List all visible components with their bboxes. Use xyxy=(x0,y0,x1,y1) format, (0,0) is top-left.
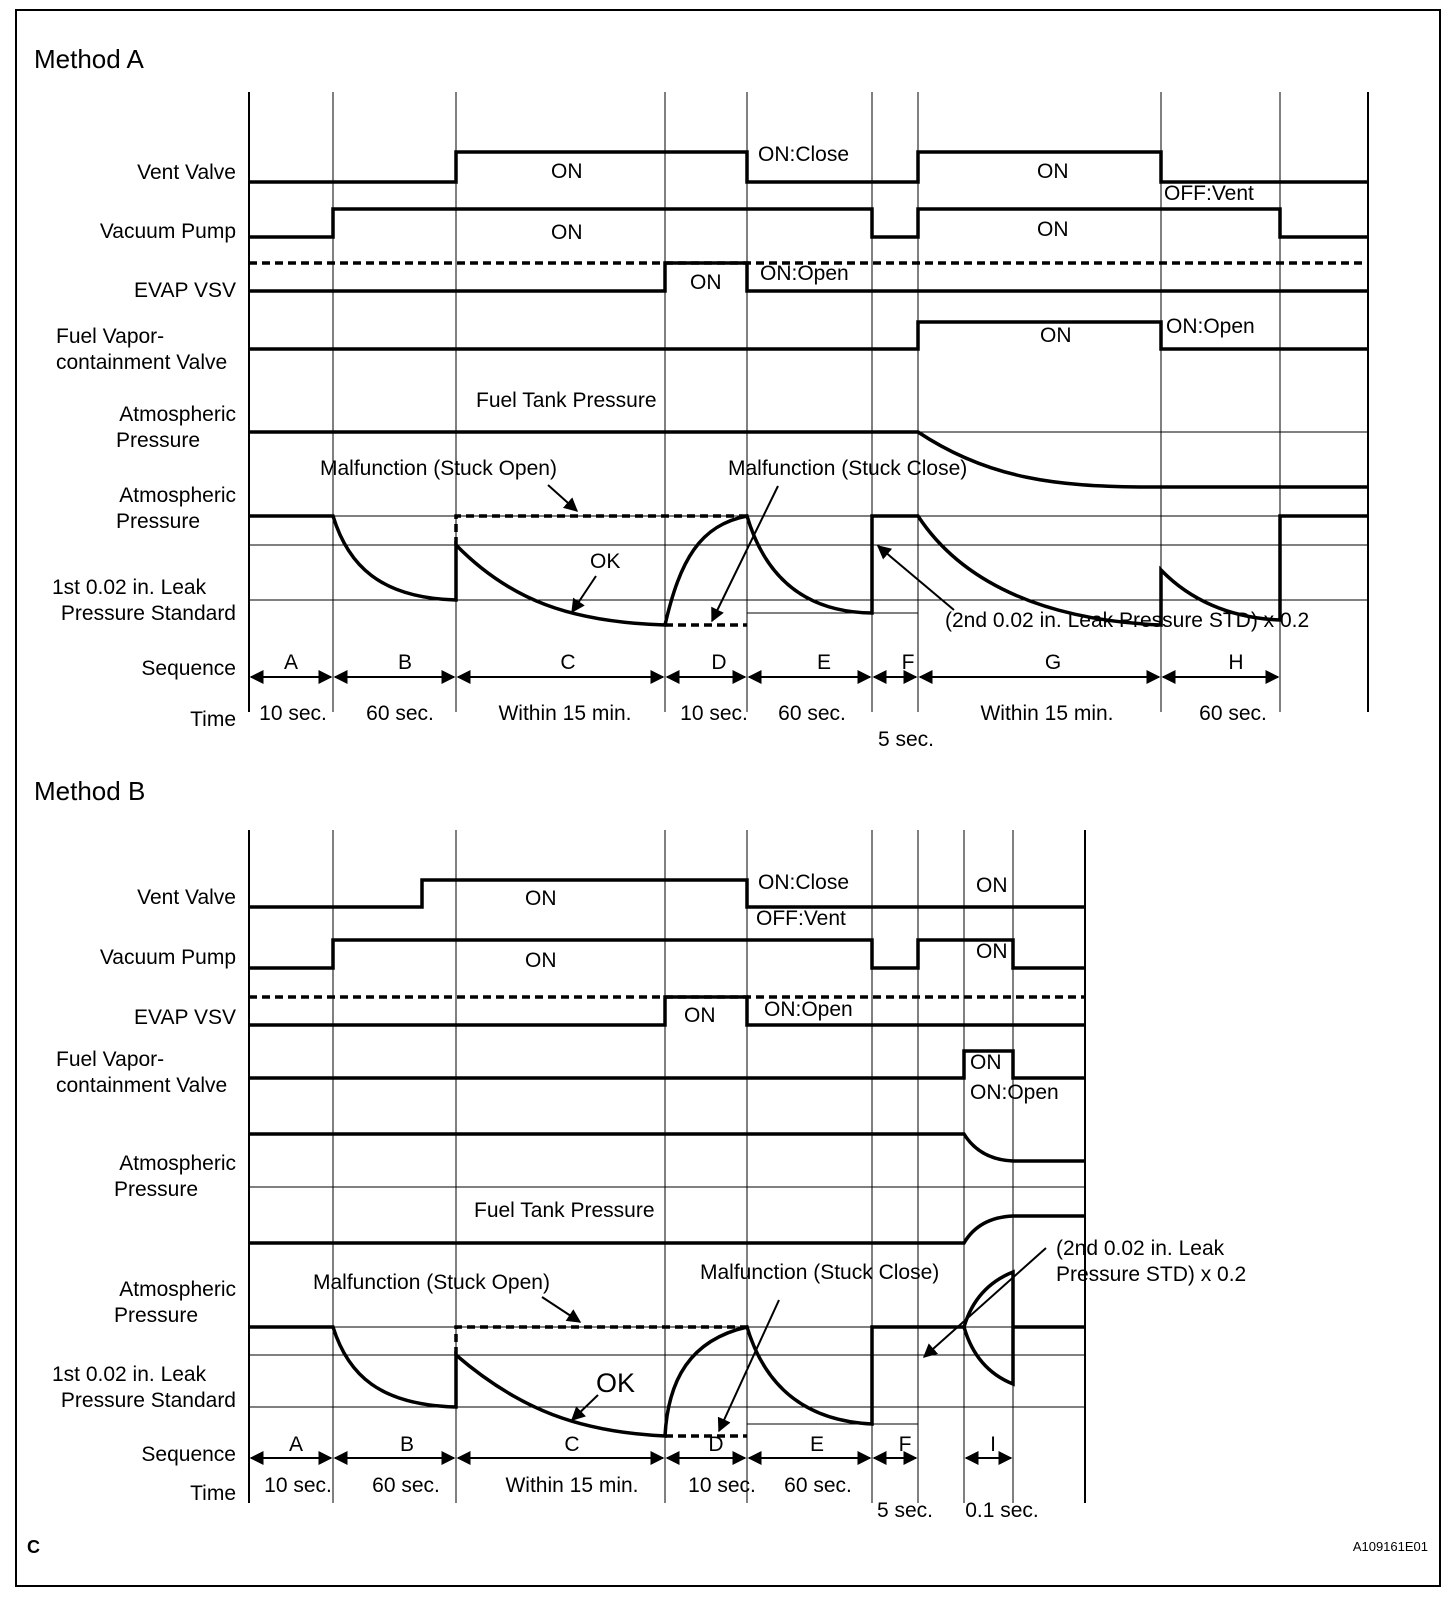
time-c: Within 15 min. xyxy=(505,1474,639,1497)
seq-i: I xyxy=(990,1433,996,1456)
seq-a: A xyxy=(288,1433,304,1456)
vent-on: ON xyxy=(525,887,557,910)
label-leak-1: 1st 0.02 in. Leak xyxy=(52,1363,207,1386)
method-b-grid xyxy=(249,830,1085,1503)
vent-on-2: ON xyxy=(976,874,1008,897)
label-atm-pressure-2a: Atmospheric xyxy=(119,1278,236,1301)
seq-e: E xyxy=(816,651,832,674)
method-b-reference-lines xyxy=(249,1187,1085,1424)
ok-label: OK xyxy=(590,550,621,573)
evap-on: ON xyxy=(684,1004,716,1027)
label-atm-pressure-2a: Atmospheric xyxy=(119,484,236,507)
fuel-vapor-valve-trace xyxy=(249,1051,1085,1078)
stuck-open-arrow xyxy=(548,485,577,511)
seq-f: F xyxy=(898,1433,912,1456)
label-evap-vsv: EVAP VSV xyxy=(134,279,236,302)
label-atm-pressure-1b: Pressure xyxy=(114,1178,199,1201)
time-h: 60 sec. xyxy=(1199,702,1267,725)
label-vacuum-pump: Vacuum Pump xyxy=(99,220,236,243)
stuck-open-label: Malfunction (Stuck Open) xyxy=(320,457,557,480)
vent-on-2: ON xyxy=(1037,160,1069,183)
fvcv-on: ON xyxy=(970,1051,1002,1074)
stuck-open-arrow xyxy=(542,1297,580,1322)
method-b-times xyxy=(264,1474,1039,1522)
label-sequence: Sequence xyxy=(141,1443,236,1466)
seq-d: D xyxy=(711,651,727,674)
method-a-times xyxy=(259,702,1267,751)
label-evap-vsv: EVAP VSV xyxy=(134,1006,236,1029)
fuel-tank-pressure-trace xyxy=(249,1216,1085,1243)
time-b: 60 sec. xyxy=(372,1474,440,1497)
stuck-open-dashed-trace xyxy=(456,1327,747,1355)
fvcv-on-open: ON:Open xyxy=(970,1081,1059,1104)
fuel-tank-pressure-label: Fuel Tank Pressure xyxy=(474,1199,655,1222)
stuck-close-label: Malfunction (Stuck Close) xyxy=(728,457,968,480)
fvcv-on: ON xyxy=(1040,324,1072,347)
ok-label: OK xyxy=(596,1368,636,1398)
method-b-title: Method B xyxy=(34,776,146,806)
label-vacuum-pump: Vacuum Pump xyxy=(99,946,236,969)
time-a: 10 sec. xyxy=(259,702,327,725)
time-f: 5 sec. xyxy=(876,1499,934,1522)
time-d: 10 sec. xyxy=(688,1474,756,1497)
seq-d: D xyxy=(708,1433,724,1456)
time-e: 60 sec. xyxy=(784,1474,852,1497)
seq-g: G xyxy=(1044,651,1062,674)
figure-id: A109161E01 xyxy=(1352,1539,1428,1554)
stuck-open-label: Malfunction (Stuck Open) xyxy=(313,1271,550,1294)
vacuum-pump-trace xyxy=(249,209,1368,237)
evap-on-open: ON:Open xyxy=(760,262,849,285)
fuel-tank-pressure-label: Fuel Tank Pressure xyxy=(476,389,657,412)
time-d: 10 sec. xyxy=(680,702,748,725)
time-a: 10 sec. xyxy=(264,1474,332,1497)
method-b-sequence-letters xyxy=(289,1433,996,1456)
label-atm-pressure-2b: Pressure xyxy=(116,510,201,533)
corner-letter: C xyxy=(27,1537,40,1557)
seq-c: C xyxy=(564,1433,580,1456)
time-c: Within 15 min. xyxy=(498,702,632,725)
method-a-sequence-letters xyxy=(284,651,1244,674)
vent-on-close: ON:Close xyxy=(758,871,850,894)
pump-on: ON xyxy=(525,949,557,972)
stuck-close-label: Malfunction (Stuck Close) xyxy=(700,1261,940,1284)
pressure-trace xyxy=(249,1272,1085,1436)
stuck-close-arrow xyxy=(712,486,778,621)
vent-valve-trace xyxy=(249,880,1085,907)
vent-off-vent: OFF:Vent xyxy=(1164,182,1254,205)
label-time: Time xyxy=(190,708,236,731)
method-b-row-labels xyxy=(52,886,236,1505)
method-b xyxy=(34,776,1246,1522)
label-fuel-vapor-2: containment Valve xyxy=(56,1074,228,1097)
atmospheric-pressure-trace xyxy=(249,1134,1085,1161)
method-a xyxy=(34,44,1368,751)
time-i: 0.1 sec. xyxy=(965,1499,1039,1522)
label-fuel-vapor-1: Fuel Vapor- xyxy=(56,325,165,348)
seq-c: C xyxy=(560,651,576,674)
label-fuel-vapor-1: Fuel Vapor- xyxy=(56,1048,165,1071)
vent-off-vent: OFF:Vent xyxy=(756,907,846,930)
label-atm-pressure-2b: Pressure xyxy=(114,1304,199,1327)
label-vent-valve: Vent Valve xyxy=(137,161,236,184)
seq-h: H xyxy=(1228,651,1244,674)
label-sequence: Sequence xyxy=(141,657,236,680)
second-leak-std-label-1: (2nd 0.02 in. Leak xyxy=(1056,1237,1225,1260)
time-e: 60 sec. xyxy=(778,702,846,725)
second-leak-std-label-2: Pressure STD) x 0.2 xyxy=(1056,1263,1247,1286)
seq-a: A xyxy=(283,651,299,674)
vent-on-close: ON:Close xyxy=(758,143,850,166)
label-vent-valve: Vent Valve xyxy=(137,886,236,909)
vent-on-1: ON xyxy=(551,160,583,183)
second-leak-arrow xyxy=(924,1248,1046,1357)
seq-b: B xyxy=(397,651,413,674)
time-g: Within 15 min. xyxy=(980,702,1114,725)
ok-arrow xyxy=(572,576,596,612)
method-a-row-labels xyxy=(52,161,236,731)
label-leak-1: 1st 0.02 in. Leak xyxy=(52,576,207,599)
method-a-title: Method A xyxy=(34,44,144,74)
label-atm-pressure-1a: Atmospheric xyxy=(119,403,236,426)
time-f: 5 sec. xyxy=(877,728,935,751)
evap-on: ON xyxy=(690,271,722,294)
label-fuel-vapor-2: containment Valve xyxy=(56,351,228,374)
label-atm-pressure-1a: Atmospheric xyxy=(119,1152,236,1175)
second-leak-std-label: (2nd 0.02 in. Leak Pressure STD) x 0.2 xyxy=(945,609,1310,632)
evap-vsv-trace xyxy=(249,997,1085,1025)
evap-on-open: ON:Open xyxy=(764,998,853,1021)
pump-on-2: ON xyxy=(1037,218,1069,241)
seq-b: B xyxy=(399,1433,415,1456)
label-time: Time xyxy=(190,1482,236,1505)
seq-f: F xyxy=(901,651,915,674)
fvcv-on-open: ON:Open xyxy=(1166,315,1255,338)
pump-on-1: ON xyxy=(551,221,583,244)
stuck-close-arrow xyxy=(719,1300,779,1431)
time-b: 60 sec. xyxy=(366,702,434,725)
label-atm-pressure-1b: Pressure xyxy=(116,429,201,452)
seq-e: E xyxy=(809,1433,825,1456)
pump-on-2: ON xyxy=(976,940,1008,963)
vacuum-pump-trace xyxy=(249,940,1085,968)
label-leak-2: Pressure Standard xyxy=(60,1389,236,1412)
figure-border xyxy=(16,10,1440,1586)
label-leak-2: Pressure Standard xyxy=(60,602,236,625)
